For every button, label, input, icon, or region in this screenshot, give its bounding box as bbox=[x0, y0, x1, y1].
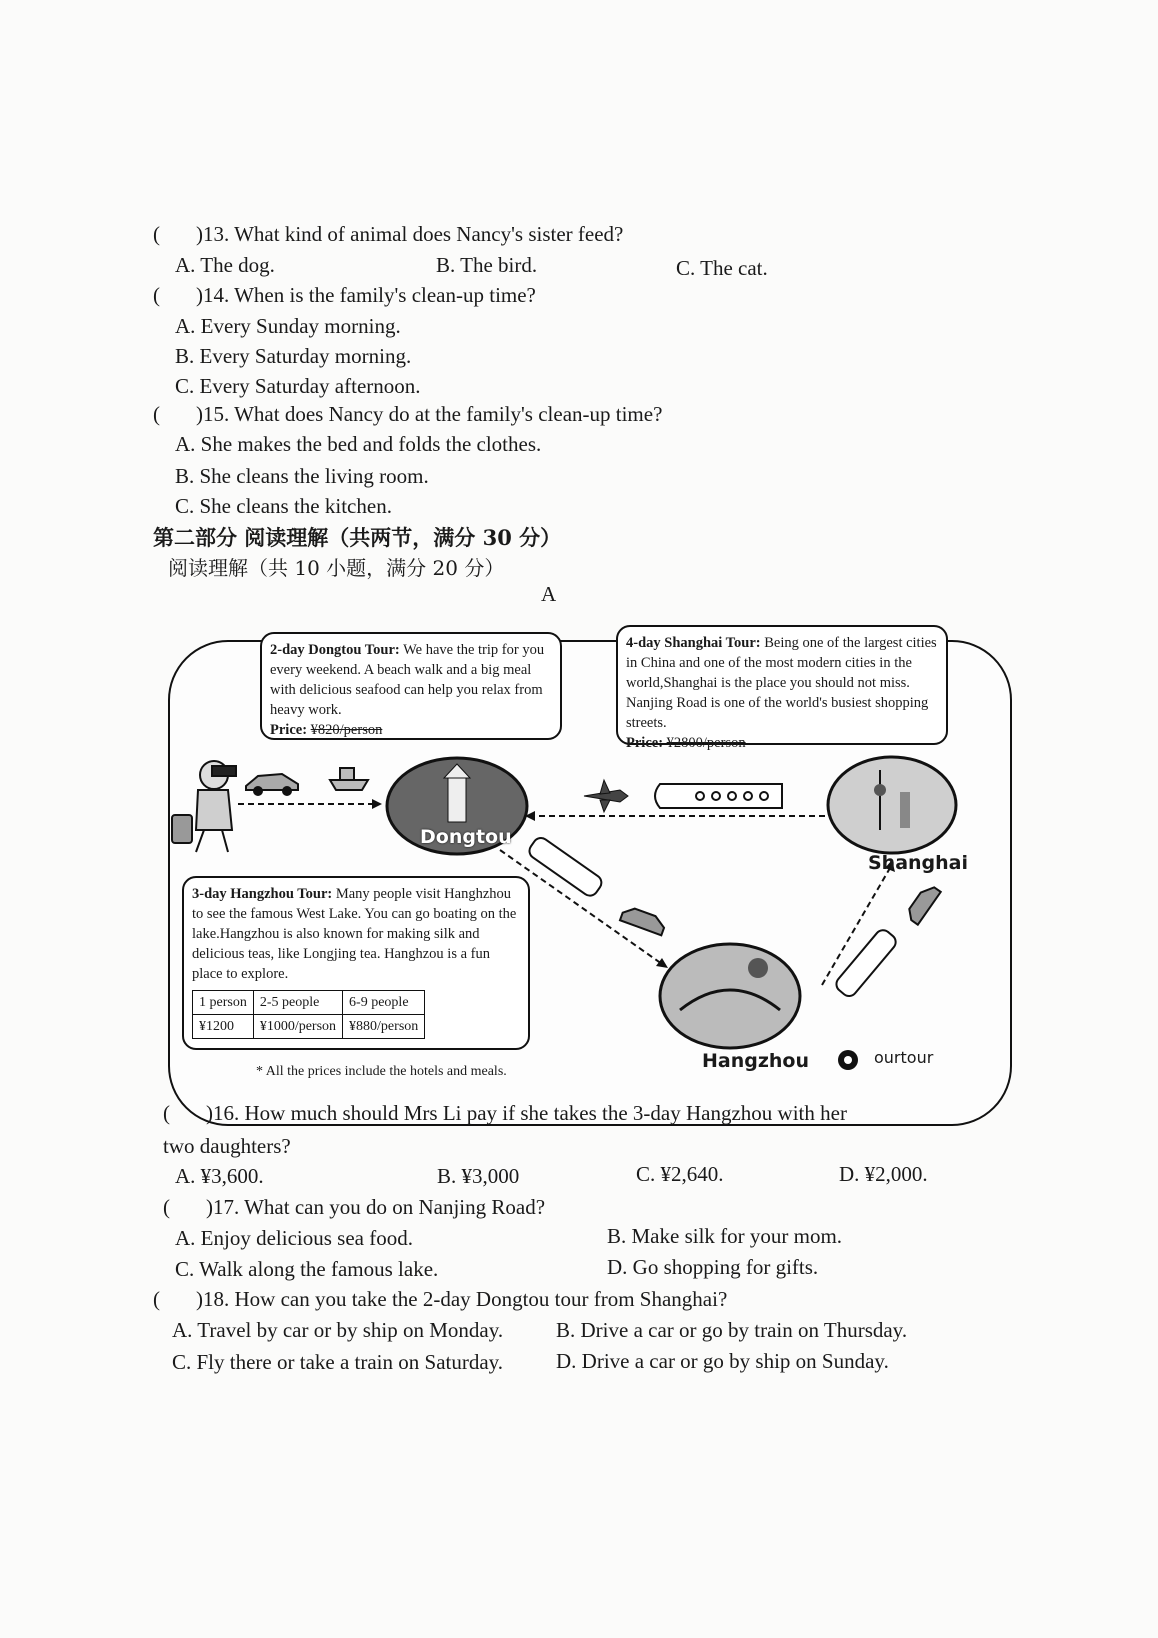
question-18 bbox=[153, 1287, 727, 1312]
section-title: 第二部分 阅读理解（共两节，满分 30 分） bbox=[153, 525, 562, 550]
dongtou-tour-bubble bbox=[260, 632, 562, 740]
car-icon-2 bbox=[620, 905, 667, 935]
answer-bracket[interactable]: ( bbox=[163, 1195, 170, 1219]
hangzhou-image bbox=[660, 944, 800, 1048]
subsection-title: 阅读理解（共 10 小题，满分 20 分） bbox=[168, 556, 505, 580]
q13-option-b: B. The bird. bbox=[436, 253, 538, 277]
car-icon-3 bbox=[905, 883, 941, 925]
question-17 bbox=[163, 1195, 545, 1220]
hangzhou-label: Hangzhou bbox=[702, 1050, 810, 1072]
q14-option-c: C. Every Saturday afternoon. bbox=[175, 374, 421, 398]
q16-option-d: D. ¥2,000. bbox=[839, 1162, 928, 1186]
question-stem: )13. What kind of animal does Nancy's sister feed? bbox=[196, 222, 624, 246]
train-icon-3 bbox=[833, 927, 899, 999]
hangzhou-tour-body: Many people visit Hanghzhou to see the famous West Lake. You can go boating on the lake.Hangzhou is also known for making silk and delicious teas, like Longjing tea. Hanghzou is a fun place to explore. bbox=[192, 886, 517, 982]
q18-option-c: C. Fly there or take a train on Saturday. bbox=[172, 1350, 504, 1374]
q17-option-d: D. Go shopping for gifts. bbox=[607, 1255, 819, 1279]
ourtour-logo-icon bbox=[838, 1050, 858, 1070]
dongtou-label: Dongtou bbox=[420, 826, 512, 848]
q14-option-b: B. Every Saturday morning. bbox=[175, 344, 412, 368]
answer-bracket[interactable]: ( bbox=[153, 1287, 160, 1311]
dongtou-price-label: Price: bbox=[270, 722, 308, 738]
answer-bracket[interactable]: ( bbox=[153, 283, 160, 307]
dongtou-tour-body: We have the trip for you every weekend. A beach walk and a big meal with delicious seafood can help you relax from heavy work. bbox=[270, 642, 545, 718]
answer-bracket[interactable]: ( bbox=[153, 222, 160, 246]
dongtou-tour-title: 2-day Dongtou Tour: bbox=[270, 642, 400, 658]
plane-icon bbox=[584, 780, 628, 812]
answer-bracket[interactable]: ( bbox=[163, 1101, 170, 1125]
question-stem: )16. How much should Mrs Li pay if she takes the 3-day Hangzhou with her bbox=[206, 1101, 847, 1125]
ship-icon bbox=[330, 768, 368, 790]
table-row bbox=[193, 991, 425, 1015]
shanghai-tour-bubble bbox=[616, 625, 948, 751]
table-cell: ¥1200 bbox=[193, 1015, 254, 1039]
shanghai-image bbox=[828, 757, 956, 853]
table-header-cell: 2-5 people bbox=[253, 991, 342, 1015]
table-cell: ¥880/person bbox=[343, 1015, 425, 1039]
question-stem: )14. When is the family's clean-up time? bbox=[196, 283, 536, 307]
q18-option-a: A. Travel by car or by ship on Monday. bbox=[172, 1318, 504, 1342]
question-stem: )18. How can you take the 2-day Dongtou tour from Shanghai? bbox=[196, 1287, 728, 1311]
ourtour-logo-text: ourtour bbox=[874, 1048, 934, 1067]
shanghai-price: ¥2800/person bbox=[666, 735, 746, 751]
hangzhou-tour-title: 3-day Hangzhou Tour: bbox=[192, 886, 333, 902]
q15-option-c: C. She cleans the kitchen. bbox=[175, 494, 392, 518]
q16-option-b: B. ¥3,000 bbox=[437, 1164, 520, 1188]
table-cell: ¥1000/person bbox=[253, 1015, 342, 1039]
q15-option-b: B. She cleans the living room. bbox=[175, 464, 429, 488]
shanghai-price-label: Price: bbox=[626, 735, 664, 751]
price-note: * All the prices include the hotels and meals. bbox=[256, 1064, 507, 1079]
shanghai-label: Shanghai bbox=[868, 852, 969, 874]
table-row bbox=[193, 1015, 425, 1039]
hangzhou-price-table bbox=[192, 990, 425, 1039]
q17-option-b: B. Make silk for your mom. bbox=[607, 1224, 843, 1248]
question-16 bbox=[163, 1101, 847, 1126]
traveler-icon bbox=[172, 761, 236, 852]
q14-option-a: A. Every Sunday morning. bbox=[175, 314, 401, 338]
train-icon-2 bbox=[526, 835, 604, 899]
q17-option-a: A. Enjoy delicious sea food. bbox=[175, 1226, 413, 1250]
table-header-cell: 1 person bbox=[193, 991, 254, 1015]
question-stem: )15. What does Nancy do at the family's clean-up time? bbox=[196, 402, 663, 426]
question-stem: )17. What can you do on Nanjing Road? bbox=[206, 1195, 546, 1219]
q16-option-c: C. ¥2,640. bbox=[636, 1162, 724, 1186]
q17-option-c: C. Walk along the famous lake. bbox=[175, 1257, 439, 1281]
shanghai-tour-title: 4-day Shanghai Tour: bbox=[626, 635, 761, 651]
q18-option-b: B. Drive a car or go by train on Thursday. bbox=[556, 1318, 908, 1342]
car-icon bbox=[246, 774, 298, 795]
train-icon bbox=[655, 784, 782, 808]
dongtou-price: ¥820/person bbox=[310, 722, 383, 738]
passage-label: A bbox=[541, 582, 557, 606]
hangzhou-tour-bubble bbox=[182, 876, 530, 1050]
q13-option-c: C. The cat. bbox=[676, 256, 768, 280]
q16-option-a: A. ¥3,600. bbox=[175, 1164, 264, 1188]
question-16-continued: two daughters? bbox=[163, 1134, 291, 1158]
q15-option-a: A. She makes the bed and folds the clothes. bbox=[175, 432, 542, 456]
table-header-cell: 6-9 people bbox=[343, 991, 425, 1015]
shanghai-tour-body: Being one of the largest cities in China and one of the most modern cities in the world,Shanghai is the place you should not miss. Nanjing Road is one of the world's busiest shopping streets. bbox=[626, 635, 937, 731]
q18-option-d: D. Drive a car or go by ship on Sunday. bbox=[556, 1349, 889, 1373]
answer-bracket[interactable]: ( bbox=[153, 402, 160, 426]
q13-option-a: A. The dog. bbox=[175, 253, 275, 277]
